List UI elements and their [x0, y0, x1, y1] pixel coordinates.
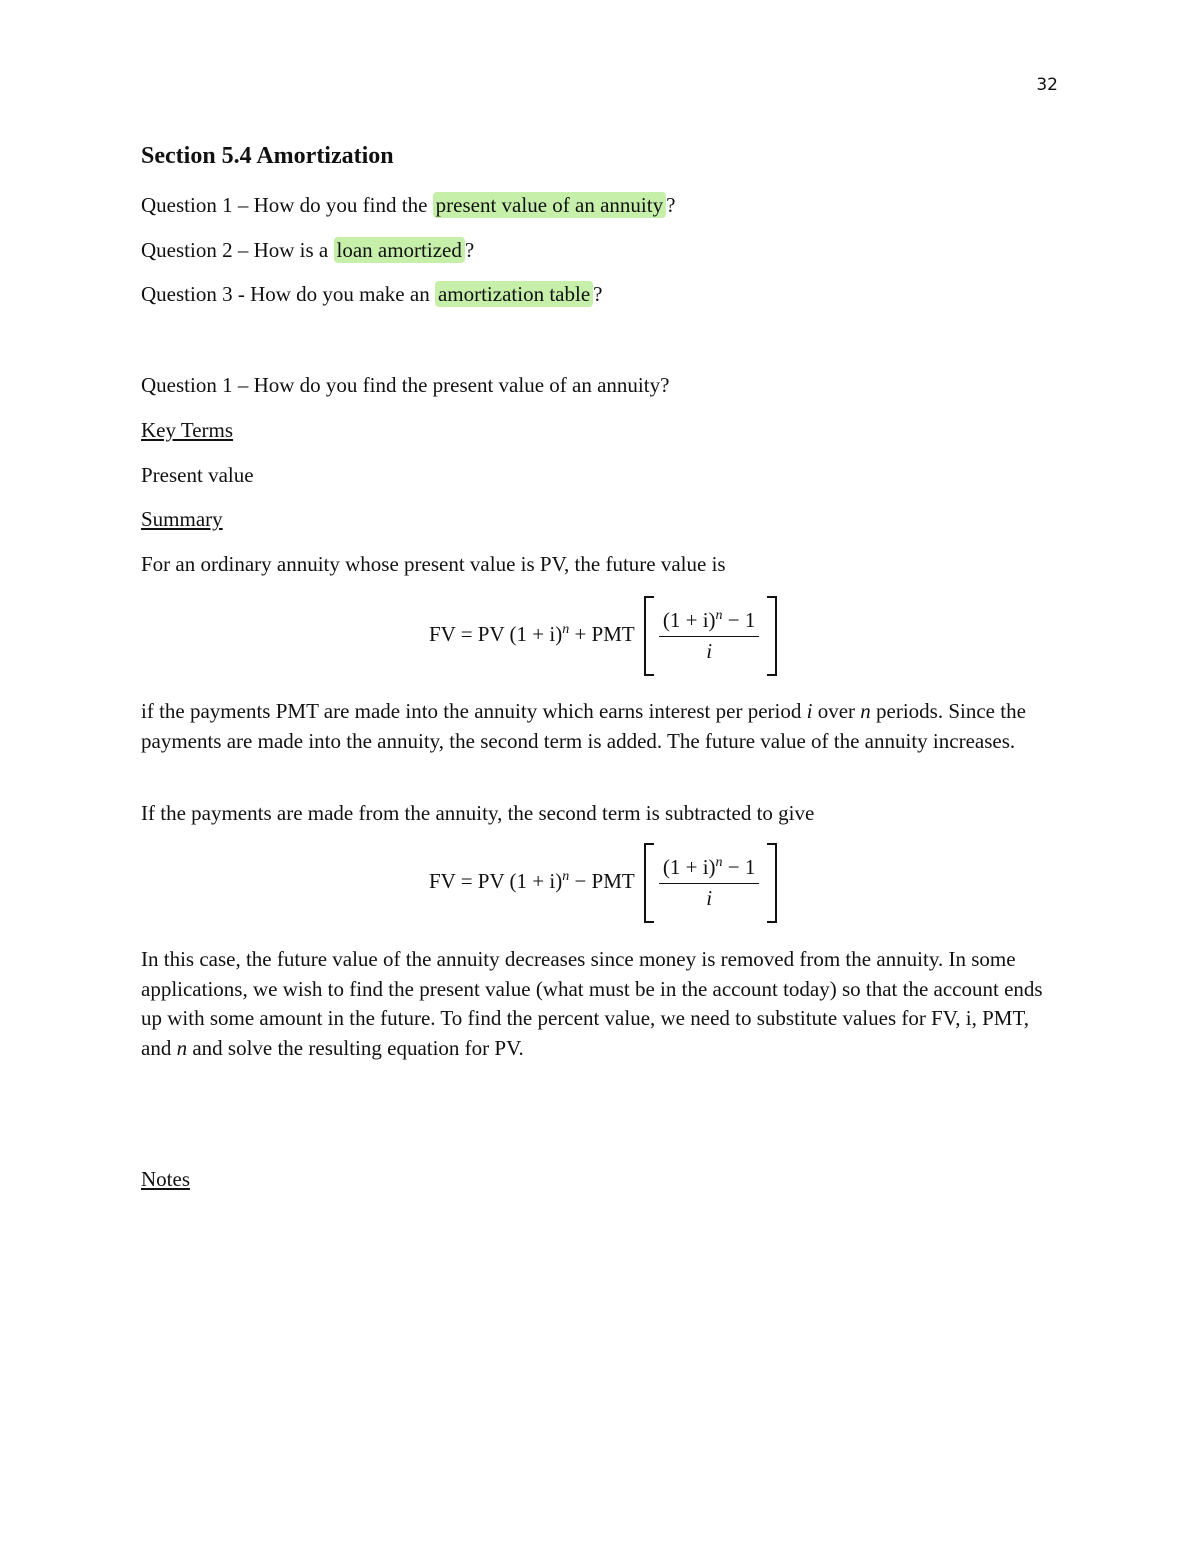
key-terms-heading: Key Terms: [141, 418, 234, 442]
eq2-denominator: i: [706, 886, 713, 910]
eq1-base: (1 + i): [509, 621, 563, 646]
paragraph-2: If the payments are made from the annuity, the second term is subtracted to give: [141, 801, 815, 825]
section-title: Section 5.4 Amortization: [141, 143, 394, 169]
notes-heading: Notes: [141, 1167, 190, 1191]
eq2-numerator: $(1 + i)^n - 1$: [659, 855, 760, 884]
equation-2: [429, 843, 777, 923]
question-1-highlight: present value of an annuity: [433, 192, 666, 218]
eq2-base: (1 + i): [509, 868, 563, 893]
eq2-exp: n: [562, 868, 570, 884]
eq1-left-bracket: [644, 596, 654, 676]
eq2-op: − PMT: [574, 868, 635, 893]
question-2-highlight: loan amortized: [334, 237, 465, 263]
eq2-right-bracket: [767, 843, 777, 923]
page-number: 32: [1036, 75, 1058, 95]
question-1: [141, 193, 675, 218]
question-3-prefix: Question 3 - How do you make an: [141, 282, 435, 306]
summary-heading: Summary: [141, 507, 223, 531]
question-2-prefix: Question 2 – How is a: [141, 238, 334, 262]
eq1-numerator: $(1 + i)^n - 1$: [659, 608, 760, 637]
summary-intro: For an ordinary annuity whose present value is PV, the future value is: [141, 552, 726, 576]
question-2: [141, 238, 474, 263]
eq1-exp: n: [562, 621, 570, 637]
section-question: Question 1 – How do you find the present value of an annuity?: [141, 373, 670, 397]
question-1-suffix: ?: [666, 193, 676, 217]
paragraph-1: if the payments PMT are made into the annuity which earns interest per period i over n periods. Since the payments are made into the annuity, the second term is added. The future value of the annuity increases.: [141, 699, 1026, 753]
key-term: Present value: [141, 463, 254, 487]
question-2-suffix: ?: [464, 238, 475, 262]
question-3-suffix: ?: [593, 282, 603, 306]
question-3: [141, 282, 602, 307]
eq1-op: + PMT: [574, 621, 635, 646]
question-3-highlight: amortization table: [435, 281, 593, 307]
eq1-denominator: i: [706, 639, 713, 663]
paragraph-3: In this case, the future value of the annuity decreases since money is removed from the annuity. In some applications, we wish to find the present value (what must be in the account today) so that the account ends up with some amount in the future. To find the percent value, we need to substitute values for FV, i, PMT, and n and solve the resulting equation for PV.: [141, 947, 1043, 1060]
eq2-fraction: [659, 855, 760, 911]
question-1-prefix: Question 1 – How do you find the: [141, 193, 433, 217]
eq1-fraction: [659, 608, 760, 664]
equation-1: [429, 596, 777, 676]
eq1-lhs: FV = PV: [429, 621, 505, 646]
eq2-lhs: FV = PV: [429, 868, 505, 893]
eq1-right-bracket: [767, 596, 777, 676]
eq2-left-bracket: [644, 843, 654, 923]
